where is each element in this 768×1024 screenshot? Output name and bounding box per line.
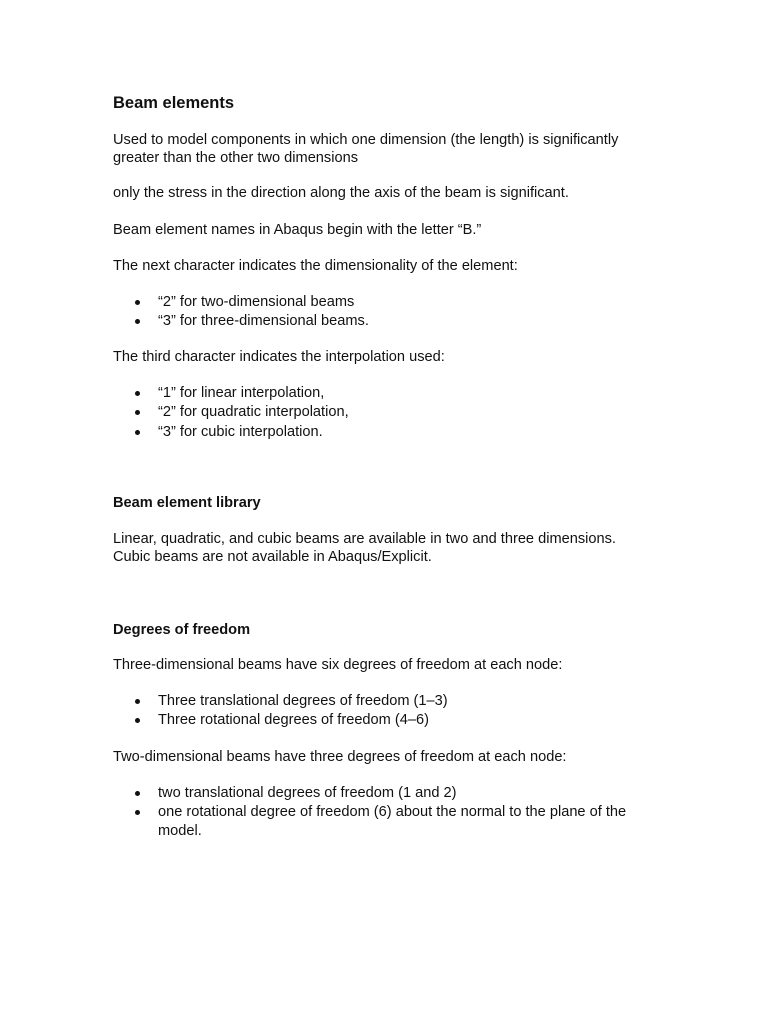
bullet-icon — [135, 300, 140, 305]
two-d-dof-intro: Two-dimensional beams have three degrees of freedom at each node: — [113, 749, 567, 765]
interpolation-intro: The third character indicates the interpolation used: — [113, 349, 445, 365]
bullet-icon — [135, 699, 140, 704]
list-item: “3” for cubic interpolation. — [113, 423, 349, 442]
bullet-icon — [135, 391, 140, 396]
bullet-icon — [135, 410, 140, 415]
two-d-dof-list — [113, 784, 658, 840]
three-d-dof-list — [113, 692, 448, 731]
library-heading: Beam element library — [113, 495, 261, 511]
bullet-icon — [135, 810, 140, 815]
list-item: “3” for three-dimensional beams. — [113, 312, 369, 331]
intro-line-2: greater than the other two dimensions — [113, 150, 358, 166]
dof-heading: Degrees of freedom — [113, 622, 251, 638]
list-item: Three rotational degrees of freedom (4–6) — [113, 711, 448, 730]
interpolation-list — [113, 384, 349, 442]
bullet-icon — [135, 430, 140, 435]
list-item: Three translational degrees of freedom (1–3) — [113, 692, 448, 711]
page-title: Beam elements — [113, 94, 235, 112]
list-item: “2” for quadratic interpolation, — [113, 403, 349, 422]
list-item: one rotational degree of freedom (6) about the normal to the plane of the model. — [113, 803, 658, 840]
list-item: “2” for two-dimensional beams — [113, 293, 369, 312]
list-item: two translational degrees of freedom (1 and 2) — [113, 784, 658, 803]
library-line-2: Cubic beams are not available in Abaqus/Explicit. — [113, 549, 432, 565]
dimensionality-intro: The next character indicates the dimensionality of the element: — [113, 258, 518, 274]
naming-paragraph: Beam element names in Abaqus begin with the letter “B.” — [113, 222, 482, 238]
bullet-icon — [135, 791, 140, 796]
stress-paragraph: only the stress in the direction along the axis of the beam is significant. — [113, 185, 569, 201]
bullet-icon — [135, 319, 140, 324]
dimensionality-list — [113, 293, 369, 332]
three-d-dof-intro: Three-dimensional beams have six degrees of freedom at each node: — [113, 657, 563, 673]
library-line-1: Linear, quadratic, and cubic beams are available in two and three dimensions. — [113, 531, 616, 547]
bullet-icon — [135, 718, 140, 723]
intro-line-1: Used to model components in which one dimension (the length) is significantly — [113, 132, 619, 148]
list-item: “1” for linear interpolation, — [113, 384, 349, 403]
